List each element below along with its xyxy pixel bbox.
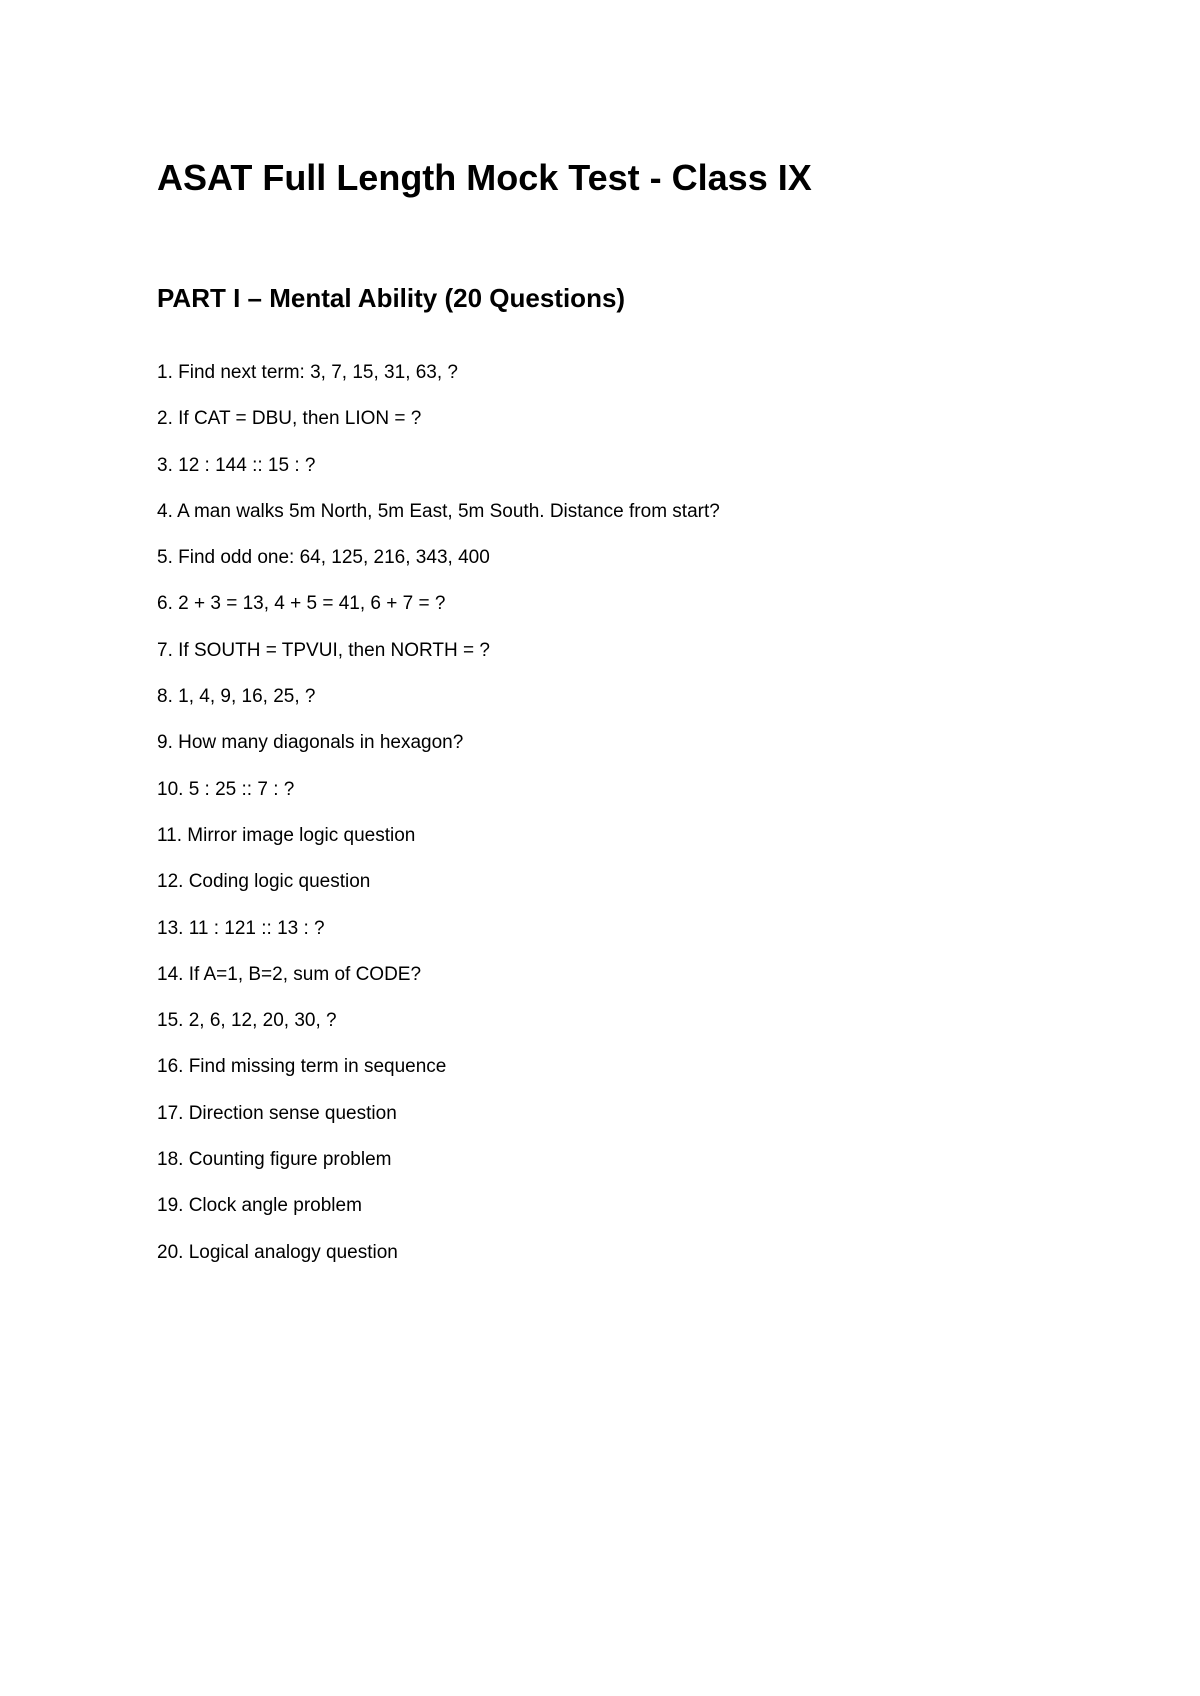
question-item: 19. Clock angle problem (157, 1195, 362, 1217)
question-item: 9. How many diagonals in hexagon? (157, 732, 464, 754)
question-item: 8. 1, 4, 9, 16, 25, ? (157, 686, 316, 708)
question-item: 4. A man walks 5m North, 5m East, 5m South. Distance from start? (157, 500, 720, 522)
question-item: 12. Coding logic question (157, 871, 371, 893)
question-item: 1. Find next term: 3, 7, 15, 31, 63, ? (157, 362, 459, 383)
question-item: 20. Logical analogy question (157, 1241, 398, 1263)
question-list (157, 360, 720, 1286)
question-item: 5. Find odd one: 64, 125, 216, 343, 400 (157, 547, 490, 569)
question-item: 13. 11 : 121 :: 13 : ? (157, 917, 325, 939)
question-item: 6. 2 + 3 = 13, 4 + 5 = 41, 6 + 7 = ? (157, 593, 446, 615)
question-item: 3. 12 : 144 :: 15 : ? (157, 454, 316, 476)
question-item: 14. If A=1, B=2, sum of CODE? (157, 963, 422, 985)
question-item: 16. Find missing term in sequence (157, 1056, 447, 1078)
question-item: 15. 2, 6, 12, 20, 30, ? (157, 1010, 337, 1032)
question-item: 2. If CAT = DBU, then LION = ? (157, 408, 422, 430)
section-heading: PART I – Mental Ability (20 Questions) (157, 283, 626, 313)
question-item: 11. Mirror image logic question (157, 824, 416, 846)
page-title: ASAT Full Length Mock Test - Class IX (157, 157, 812, 198)
question-item: 7. If SOUTH = TPVUI, then NORTH = ? (157, 639, 490, 661)
question-item: 17. Direction sense question (157, 1102, 397, 1124)
question-item: 10. 5 : 25 :: 7 : ? (157, 778, 295, 800)
question-item: 18. Counting figure problem (157, 1149, 392, 1171)
